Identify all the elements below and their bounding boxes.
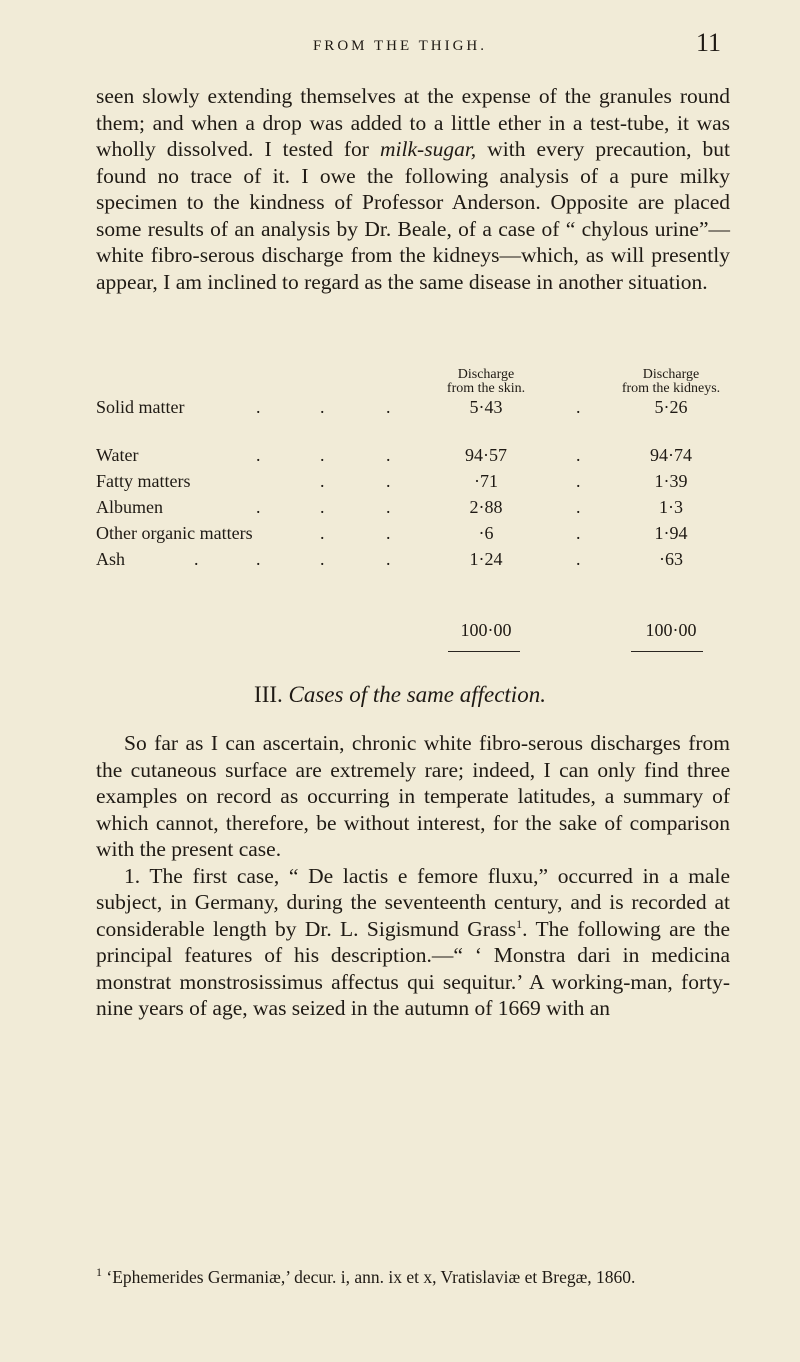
footnote-mark: 1	[96, 1265, 102, 1280]
body-paragraph-2-b: . The following are the principal features of his description.—“ ‘ Monstra dari in medicina monstrat monstrosissimus affectus qui sequitur.’ A working-man, forty-nine years of age, was seized in the autumn of 1669 with an	[96, 916, 730, 1020]
table-row: Other organic matters . . ·6 . 1·94	[96, 523, 736, 545]
intro-paragraph	[96, 83, 730, 295]
total-skin: 100·00	[460, 620, 512, 640]
row-value-kidneys: 1·3	[659, 497, 683, 517]
col1-header	[416, 368, 556, 396]
col2-header	[596, 368, 746, 396]
section-title: Cases of the same affection.	[288, 682, 546, 707]
footnote-ref: 1	[516, 916, 523, 931]
section-heading	[0, 682, 800, 708]
row-label: Ash	[96, 549, 126, 569]
footnote-text: ‘Ephemerides Germaniæ,’ decur. i, ann. ix et x, Vratislaviæ et Bregæ, 1860.	[102, 1267, 636, 1287]
intro-text-b: with every precaution, but found no trace of it. I owe the following analysis of a pure milky specimen to the kindness of Professor Anderson. Opposite are placed some results of an analysis by Dr. Beale, of a case of “ chylous urine”—white fibro-serous discharge from the kidneys—which, as will presently appear, I am inclined to regard as the same disease in another situation.	[96, 137, 730, 294]
sum-rule-skin	[448, 651, 520, 652]
row-value-skin: 2·88	[469, 497, 503, 517]
sum-rule-kidneys	[631, 651, 703, 652]
col2-header-line2: from the kidneys.	[621, 381, 721, 396]
row-label: Other organic matters	[96, 523, 253, 543]
intro-emphasis: milk-sugar,	[380, 137, 477, 161]
row-value-skin: ·71	[474, 471, 498, 491]
row-value-skin: 5·43	[469, 397, 503, 417]
row-value-skin: 1·24	[469, 549, 503, 569]
body-paragraph-2-a: 1. The first case, “ De lactis e femore fluxu,” occurred in a male subject, in Germany, during the seventeenth century, and is recorded at considerable length by Dr. L. Sigismund Grass	[96, 863, 730, 941]
body-paragraph-2	[96, 863, 730, 1022]
body-text	[96, 730, 730, 1022]
row-label: Albumen	[96, 497, 163, 517]
row-value-skin: ·6	[478, 523, 494, 543]
total-kidneys: 100·00	[645, 620, 697, 640]
table-total-row	[96, 620, 736, 642]
row-value-kidneys: 1·39	[654, 471, 688, 491]
table-row: Water . . . 94·57 . 94·74	[96, 445, 736, 467]
running-head: FROM THE THIGH.	[312, 38, 488, 54]
intro-text-a: seen slowly extending themselves at the expense of the granules round them; and when a drop was added to a little ether in a test-tube, it was wholly dissolved. I tested for	[96, 84, 730, 161]
table-row: Ash . . . . 1·24 . ·63	[96, 549, 736, 571]
col1-header-line2: from the skin.	[446, 381, 526, 396]
col2-header-line1: Discharge	[642, 367, 700, 382]
row-value-skin: 94·57	[465, 445, 507, 465]
footnote	[96, 1267, 730, 1288]
row-value-kidneys: 5·26	[654, 397, 688, 417]
row-value-kidneys: 1·94	[654, 523, 688, 543]
col1-header-line1: Discharge	[457, 367, 515, 382]
row-label: Solid matter	[96, 397, 185, 417]
table-row: Albumen . . . 2·88 . 1·3	[96, 497, 736, 519]
body-paragraph-1: So far as I can ascertain, chronic white fibro-serous discharges from the cutaneous surface are extremely rare; indeed, I can only find three examples on record as occurring in temperate latitudes, a summary of which cannot, therefore, be without interest, for the sake of comparison with the present case.	[96, 731, 730, 861]
row-value-kidneys: ·63	[659, 549, 683, 569]
section-numeral: III.	[254, 682, 283, 707]
row-label: Fatty matters	[96, 471, 191, 491]
table-row: Solid matter . . . 5·43 . 5·26	[96, 397, 736, 419]
page-number: 11	[696, 28, 722, 57]
row-label: Water	[96, 445, 139, 465]
row-value-kidneys: 94·74	[650, 445, 692, 465]
table-row: Fatty matters . . ·71 . 1·39	[96, 471, 736, 493]
